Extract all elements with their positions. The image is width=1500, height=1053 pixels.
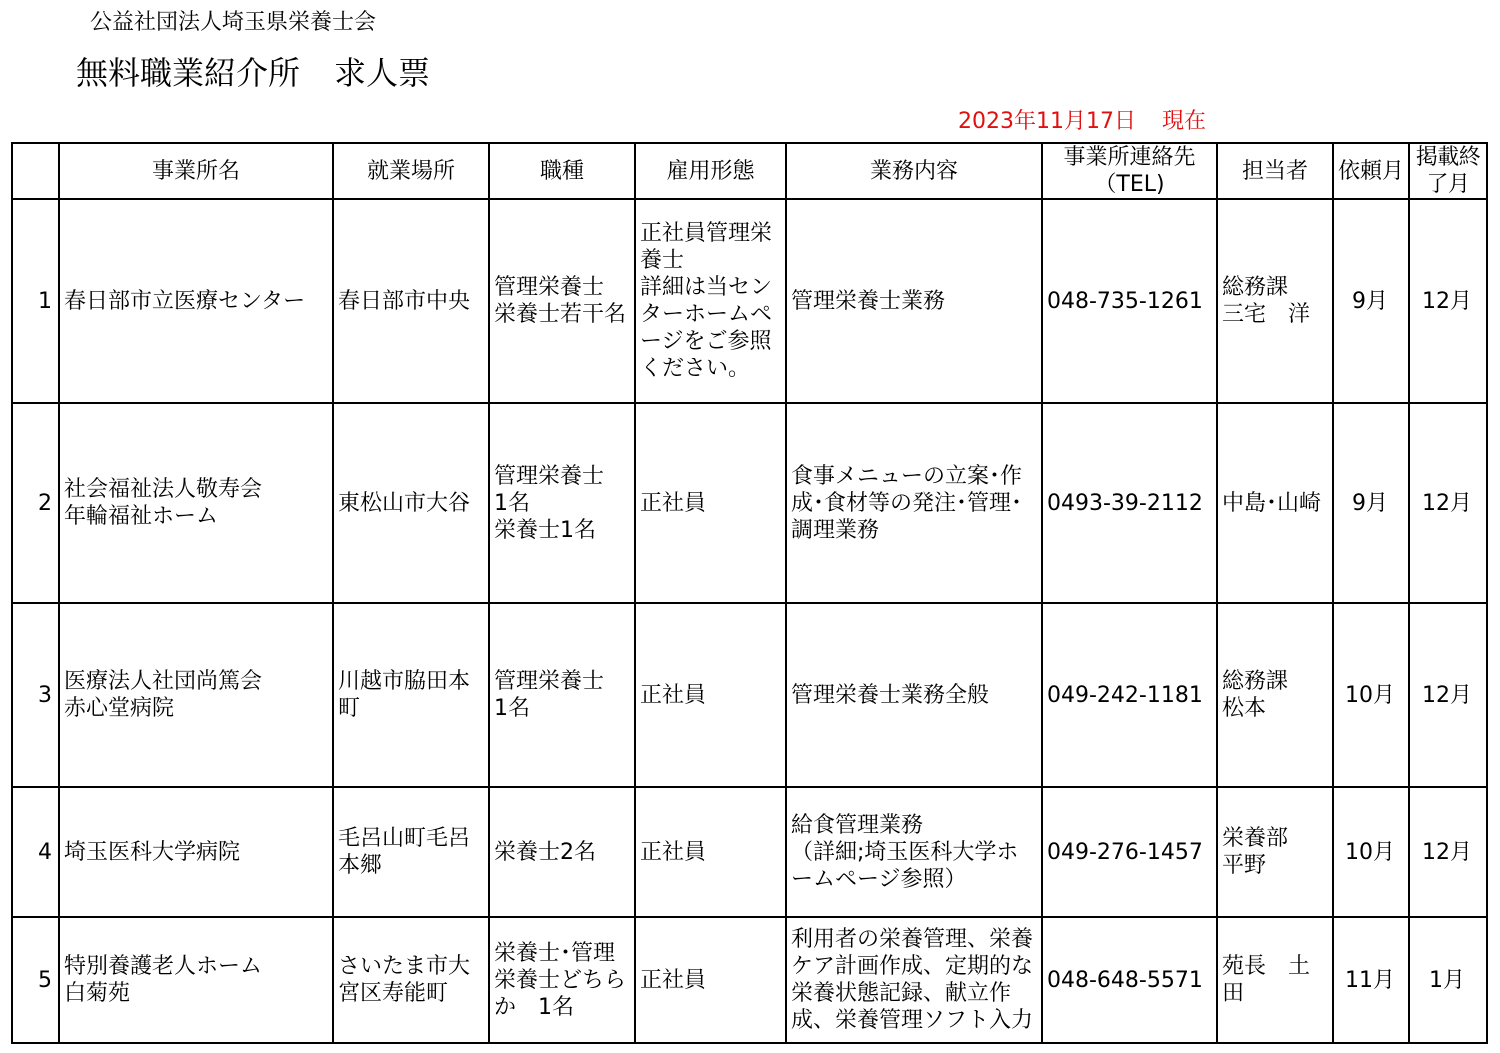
cell-contact bbox=[1217, 199, 1333, 403]
table-row bbox=[12, 403, 1487, 603]
cell-request-month: 10月 bbox=[1333, 787, 1409, 917]
cell-employment: 正社員 bbox=[635, 917, 786, 1043]
cell-job: 栄養士･管理栄養士どちらか 1名 bbox=[489, 917, 635, 1043]
cell-request-month: 11月 bbox=[1333, 917, 1409, 1043]
cell-end-month: 12月 bbox=[1409, 199, 1487, 403]
cell-end-month: 1月 bbox=[1409, 917, 1487, 1043]
job-line: 管理栄養士 1名 bbox=[494, 669, 605, 721]
contact-text: 栄養部 平野 bbox=[1222, 826, 1289, 878]
cell-no: 4 bbox=[12, 787, 59, 917]
table-row bbox=[12, 917, 1487, 1043]
employment-text: 正社員管理栄養士 詳細は当センターホームページをご参照ください。 bbox=[640, 221, 773, 381]
cell-employment: 正社員 bbox=[635, 787, 786, 917]
cell-location: 東松山市大谷 bbox=[333, 403, 489, 603]
cell-contact: 中島･山崎 bbox=[1217, 403, 1333, 603]
table-row bbox=[12, 199, 1487, 403]
cell-office: 春日部市立医療センター bbox=[59, 199, 333, 403]
cell-end-month: 12月 bbox=[1409, 403, 1487, 603]
cell-job bbox=[489, 199, 635, 403]
cell-job bbox=[489, 403, 635, 603]
cell-request-month: 9月 bbox=[1333, 199, 1409, 403]
cell-no: 5 bbox=[12, 917, 59, 1043]
header-no bbox=[12, 143, 59, 199]
duties-text: 給食管理業務 （詳細;埼玉医科大学ホームページ参照） bbox=[791, 812, 1019, 892]
header-location: 就業場所 bbox=[333, 143, 489, 199]
cell-tel: 049-242-1181 bbox=[1042, 603, 1217, 787]
office-text: 社会福祉法人敬寿会 年輪福祉ホーム bbox=[64, 477, 263, 529]
cell-request-month: 10月 bbox=[1333, 603, 1409, 787]
contact-text: 総務課 三宅 洋 bbox=[1222, 275, 1311, 327]
header-office: 事業所名 bbox=[59, 143, 333, 199]
cell-employment: 正社員 bbox=[635, 603, 786, 787]
cell-office: 埼玉医科大学病院 bbox=[59, 787, 333, 917]
table-row bbox=[12, 603, 1487, 787]
cell-tel: 048-735-1261 bbox=[1042, 199, 1217, 403]
cell-no: 2 bbox=[12, 403, 59, 603]
cell-end-month: 12月 bbox=[1409, 787, 1487, 917]
title-main: 無料職業紹介所 bbox=[76, 54, 301, 92]
job-line: 管理栄養士 栄養士若干名 bbox=[494, 275, 627, 327]
cell-tel: 048-648-5571 bbox=[1042, 917, 1217, 1043]
cell-office bbox=[59, 603, 333, 787]
cell-location: 毛呂山町毛呂本郷 bbox=[333, 787, 489, 917]
cell-no: 3 bbox=[12, 603, 59, 787]
as-of-date bbox=[958, 108, 1206, 136]
header-request-month: 依頼月 bbox=[1333, 143, 1409, 199]
cell-request-month: 9月 bbox=[1333, 403, 1409, 603]
cell-duties bbox=[786, 917, 1042, 1043]
document-title bbox=[76, 52, 430, 94]
title-sub: 求人票 bbox=[334, 54, 431, 92]
header-tel: 事業所連絡先（TEL) bbox=[1042, 143, 1217, 199]
office-text: 特別養護老人ホーム 白菊苑 bbox=[64, 954, 263, 1006]
cell-employment: 正社員 bbox=[635, 403, 786, 603]
cell-job: 栄養士2名 bbox=[489, 787, 635, 917]
contact-text: 総務課 松本 bbox=[1222, 669, 1289, 721]
cell-office bbox=[59, 403, 333, 603]
cell-duties: 管理栄養士業務全般 bbox=[786, 603, 1042, 787]
cell-employment bbox=[635, 199, 786, 403]
table-header-row bbox=[12, 143, 1487, 199]
cell-duties: 管理栄養士業務 bbox=[786, 199, 1042, 403]
table-row bbox=[12, 787, 1487, 917]
job-line: 管理栄養士 1名 栄養士1名 bbox=[494, 463, 605, 543]
cell-location: さいたま市大宮区寿能町 bbox=[333, 917, 489, 1043]
cell-duties: 食事メニューの立案･作成･食材等の発注･管理･調理業務 bbox=[786, 403, 1042, 603]
cell-contact: 苑長 土田 bbox=[1217, 917, 1333, 1043]
cell-tel: 0493-39-2112 bbox=[1042, 403, 1217, 603]
cell-duties bbox=[786, 787, 1042, 917]
date-suffix: 現在 bbox=[1161, 109, 1206, 134]
header-employment: 雇用形態 bbox=[635, 143, 786, 199]
job-listing-table bbox=[11, 142, 1488, 1044]
cell-location: 川越市脇田本町 bbox=[333, 603, 489, 787]
cell-location: 春日部市中央 bbox=[333, 199, 489, 403]
cell-office bbox=[59, 917, 333, 1043]
date-text: 2023年11月17日 bbox=[958, 109, 1136, 134]
header-contact: 担当者 bbox=[1217, 143, 1333, 199]
header-job: 職種 bbox=[489, 143, 635, 199]
cell-job bbox=[489, 603, 635, 787]
cell-contact bbox=[1217, 787, 1333, 917]
cell-tel: 049-276-1457 bbox=[1042, 787, 1217, 917]
header-duties: 業務内容 bbox=[786, 143, 1042, 199]
duties-text: 利用者の栄養管理、栄養ケア計画作成、定期的な栄養状態記録、献立作成、栄養管理ソフト入力 bbox=[791, 927, 1034, 1033]
office-text: 医療法人社団尚篤会 赤心堂病院 bbox=[64, 669, 263, 721]
cell-end-month: 12月 bbox=[1409, 603, 1487, 787]
cell-contact bbox=[1217, 603, 1333, 787]
cell-no: 1 bbox=[12, 199, 59, 403]
header-end-month: 掲載終了月 bbox=[1409, 143, 1487, 199]
organization-name: 公益社団法人埼玉県栄養士会 bbox=[90, 10, 377, 35]
